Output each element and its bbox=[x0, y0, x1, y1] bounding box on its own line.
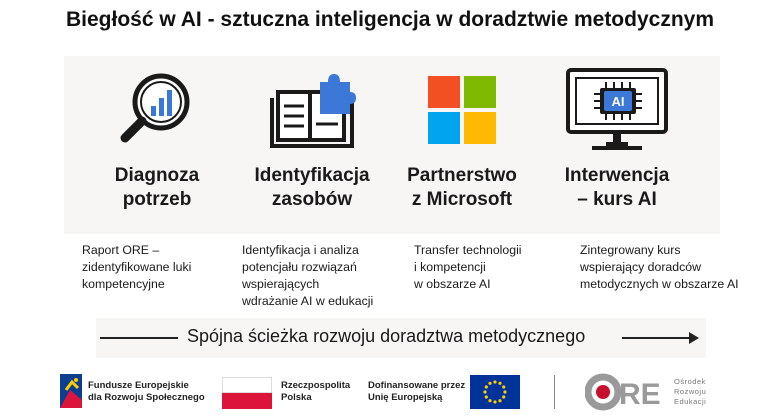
page-title: Biegłość w AI - sztuczna inteligencja w doradztwie metodycznym bbox=[65, 8, 715, 31]
step-description: Raport ORE – zidentyfikowane luki kompetencyjne bbox=[82, 243, 192, 291]
ore-logo-icon bbox=[585, 368, 669, 420]
ore-logo-label: RE bbox=[619, 378, 661, 411]
step-card-intervention bbox=[532, 62, 702, 212]
rp-logo-text: Rzeczpospolita Polska bbox=[281, 380, 351, 403]
step-card-partnership bbox=[377, 62, 547, 212]
step-card-diagnosis bbox=[72, 62, 242, 212]
magnifier-chart-icon bbox=[72, 62, 242, 158]
path-line-right bbox=[622, 337, 692, 339]
book-puzzle-icon bbox=[227, 62, 397, 158]
step-description: Transfer technologii i kompetencji w obszarze AI bbox=[414, 243, 522, 291]
step-description: Identyfikacja i analiza potencjału rozwiązań wspierających wdrażanie AI w edukacji bbox=[242, 243, 374, 308]
arrow-right-icon bbox=[689, 332, 699, 344]
step-title: Identyfikacja zasobów bbox=[254, 165, 370, 210]
step-title: Interwencja – kurs AI bbox=[564, 165, 670, 210]
ue-logo-text: Dofinansowane przez Unię Europejską bbox=[368, 380, 466, 403]
fe-logo-text: Fundusze Europejskie dla Rozwoju Społecznego bbox=[88, 380, 205, 403]
path-caption: Spójna ścieżka rozwoju doradztwa metodycznego bbox=[187, 326, 586, 346]
footer-divider bbox=[554, 375, 555, 409]
eu-flag-icon bbox=[470, 375, 520, 414]
step-title: Diagnoza potrzeb bbox=[114, 165, 200, 210]
step-card-resources bbox=[227, 62, 397, 212]
monitor-ai-chip-icon bbox=[532, 62, 702, 158]
fe-logo-icon bbox=[58, 372, 84, 415]
polish-flag-icon bbox=[222, 377, 272, 414]
path-line-left bbox=[100, 337, 178, 339]
microsoft-logo-icon bbox=[377, 62, 547, 158]
ai-chip-label: AI bbox=[611, 94, 625, 109]
step-title: Partnerstwo z Microsoft bbox=[407, 165, 517, 210]
footer-logos bbox=[0, 368, 780, 418]
step-description: Zintegrowany kurs wspierający doradców metodycznych w obszarze AI bbox=[580, 243, 739, 291]
ore-logo-subtitle: Ośrodek Rozwoju Edukacji bbox=[674, 377, 707, 406]
